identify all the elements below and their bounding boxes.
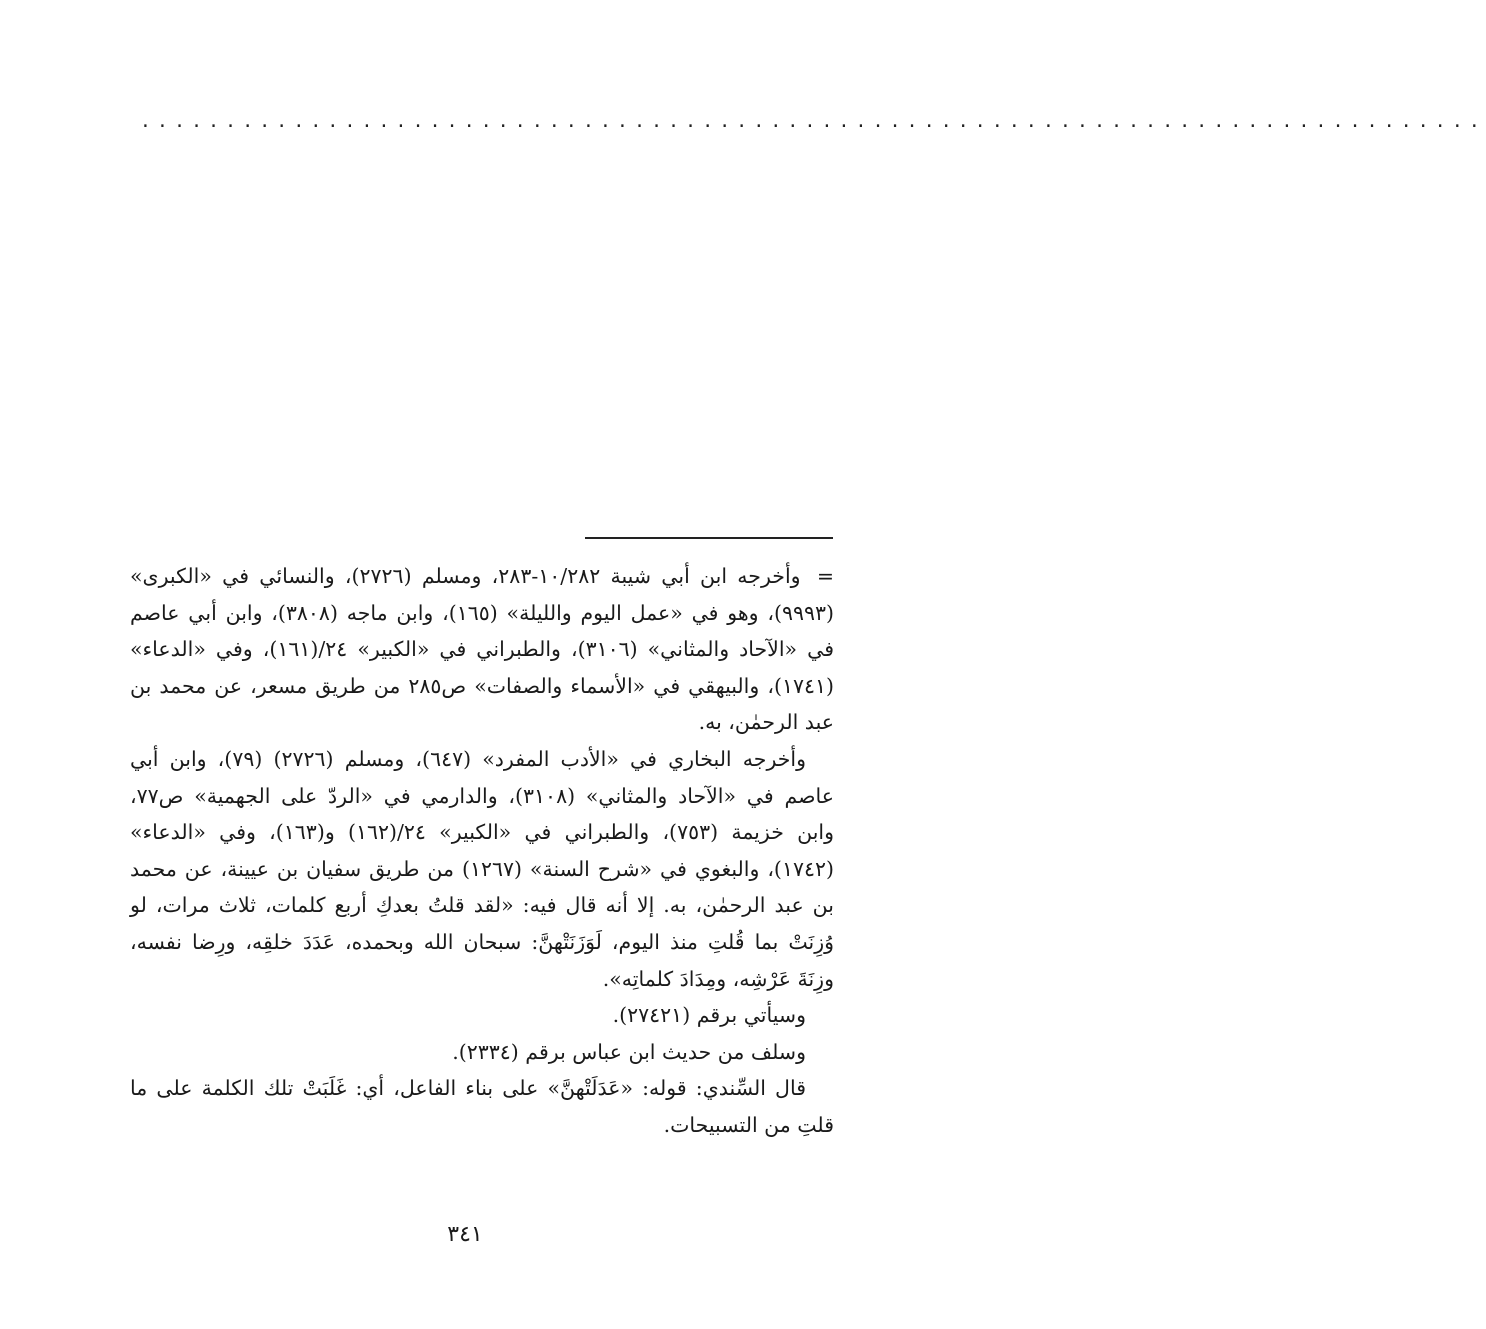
footnote-paragraph (130, 558, 834, 741)
footnote-paragraph: قال السِّندي: قوله: «عَدَلَتْهنَّ» على بناء الفاعل، أي: غَلَبَتْ تلك الكلمة على ما قلتِ من التسبيحات. (130, 1076, 834, 1137)
footnote-rule (585, 537, 833, 539)
footnote-paragraph: وسيأتي برقم (٢٧٤٢١). (612, 1003, 806, 1028)
dotted-separator: ............................................................................... (140, 111, 1486, 132)
footnote-paragraph: وسلف من حديث ابن عباس برقم (٢٣٣٤). (452, 1039, 806, 1064)
page-number: ٣٤١ (447, 1222, 483, 1247)
footnote-text: وأخرجه ابن أبي شيبة ١٠/٢٨٢-٢٨٣، ومسلم (٢٧٢٦)، والنسائي في «الكبرى» (٩٩٩٣)، وهو في «عمل اليوم والليلة» (١٦٥)، وابن ماجه (٣٨٠٨)، وابن أبي عاصم في «الآحاد والمثاني» (٣١٠٦)، والطبراني في «الكبير» ٢٤/(١٦١)، وفي «الدعاء» (١٧٤١)، والبيهقي في «الأسماء والصفات» ص٢٨٥ من طريق مسعر، عن محمد بن عبد الرحمٰن، به. (130, 564, 834, 735)
continuation-marker: = (816, 564, 835, 588)
footnotes (130, 558, 834, 1144)
footnote-paragraph: وأخرجه البخاري في «الأدب المفرد» (٦٤٧)، ومسلم (٢٧٢٦) (٧٩)، وابن أبي عاصم في «الآحاد والمثاني» (٣١٠٨)، والدارمي في «الردّ على الجهمية» ص٧٧، وابن خزيمة (٧٥٣)، والطبراني في «الكبير» ٢٤/(١٦٢) و(١٦٣)، وفي «الدعاء» (١٧٤٢)، والبغوي في «شرح السنة» (١٢٦٧) من طريق سفيان بن عيينة، عن محمد بن عبد الرحمٰن، به. إلا أنه قال فيه: «لقد قلتُ بعدكِ أربع كلمات، ثلاث مرات، لو وُزِنَتْ بما قُلتِ منذ اليوم، لَوَزَنَتْهنَّ: سبحان الله وبحمده، عَدَدَ خلقِه، ورِضا نفسه، وزِنَةَ عَرْشِه، ومِدَادَ كلماتِه». (130, 746, 835, 991)
